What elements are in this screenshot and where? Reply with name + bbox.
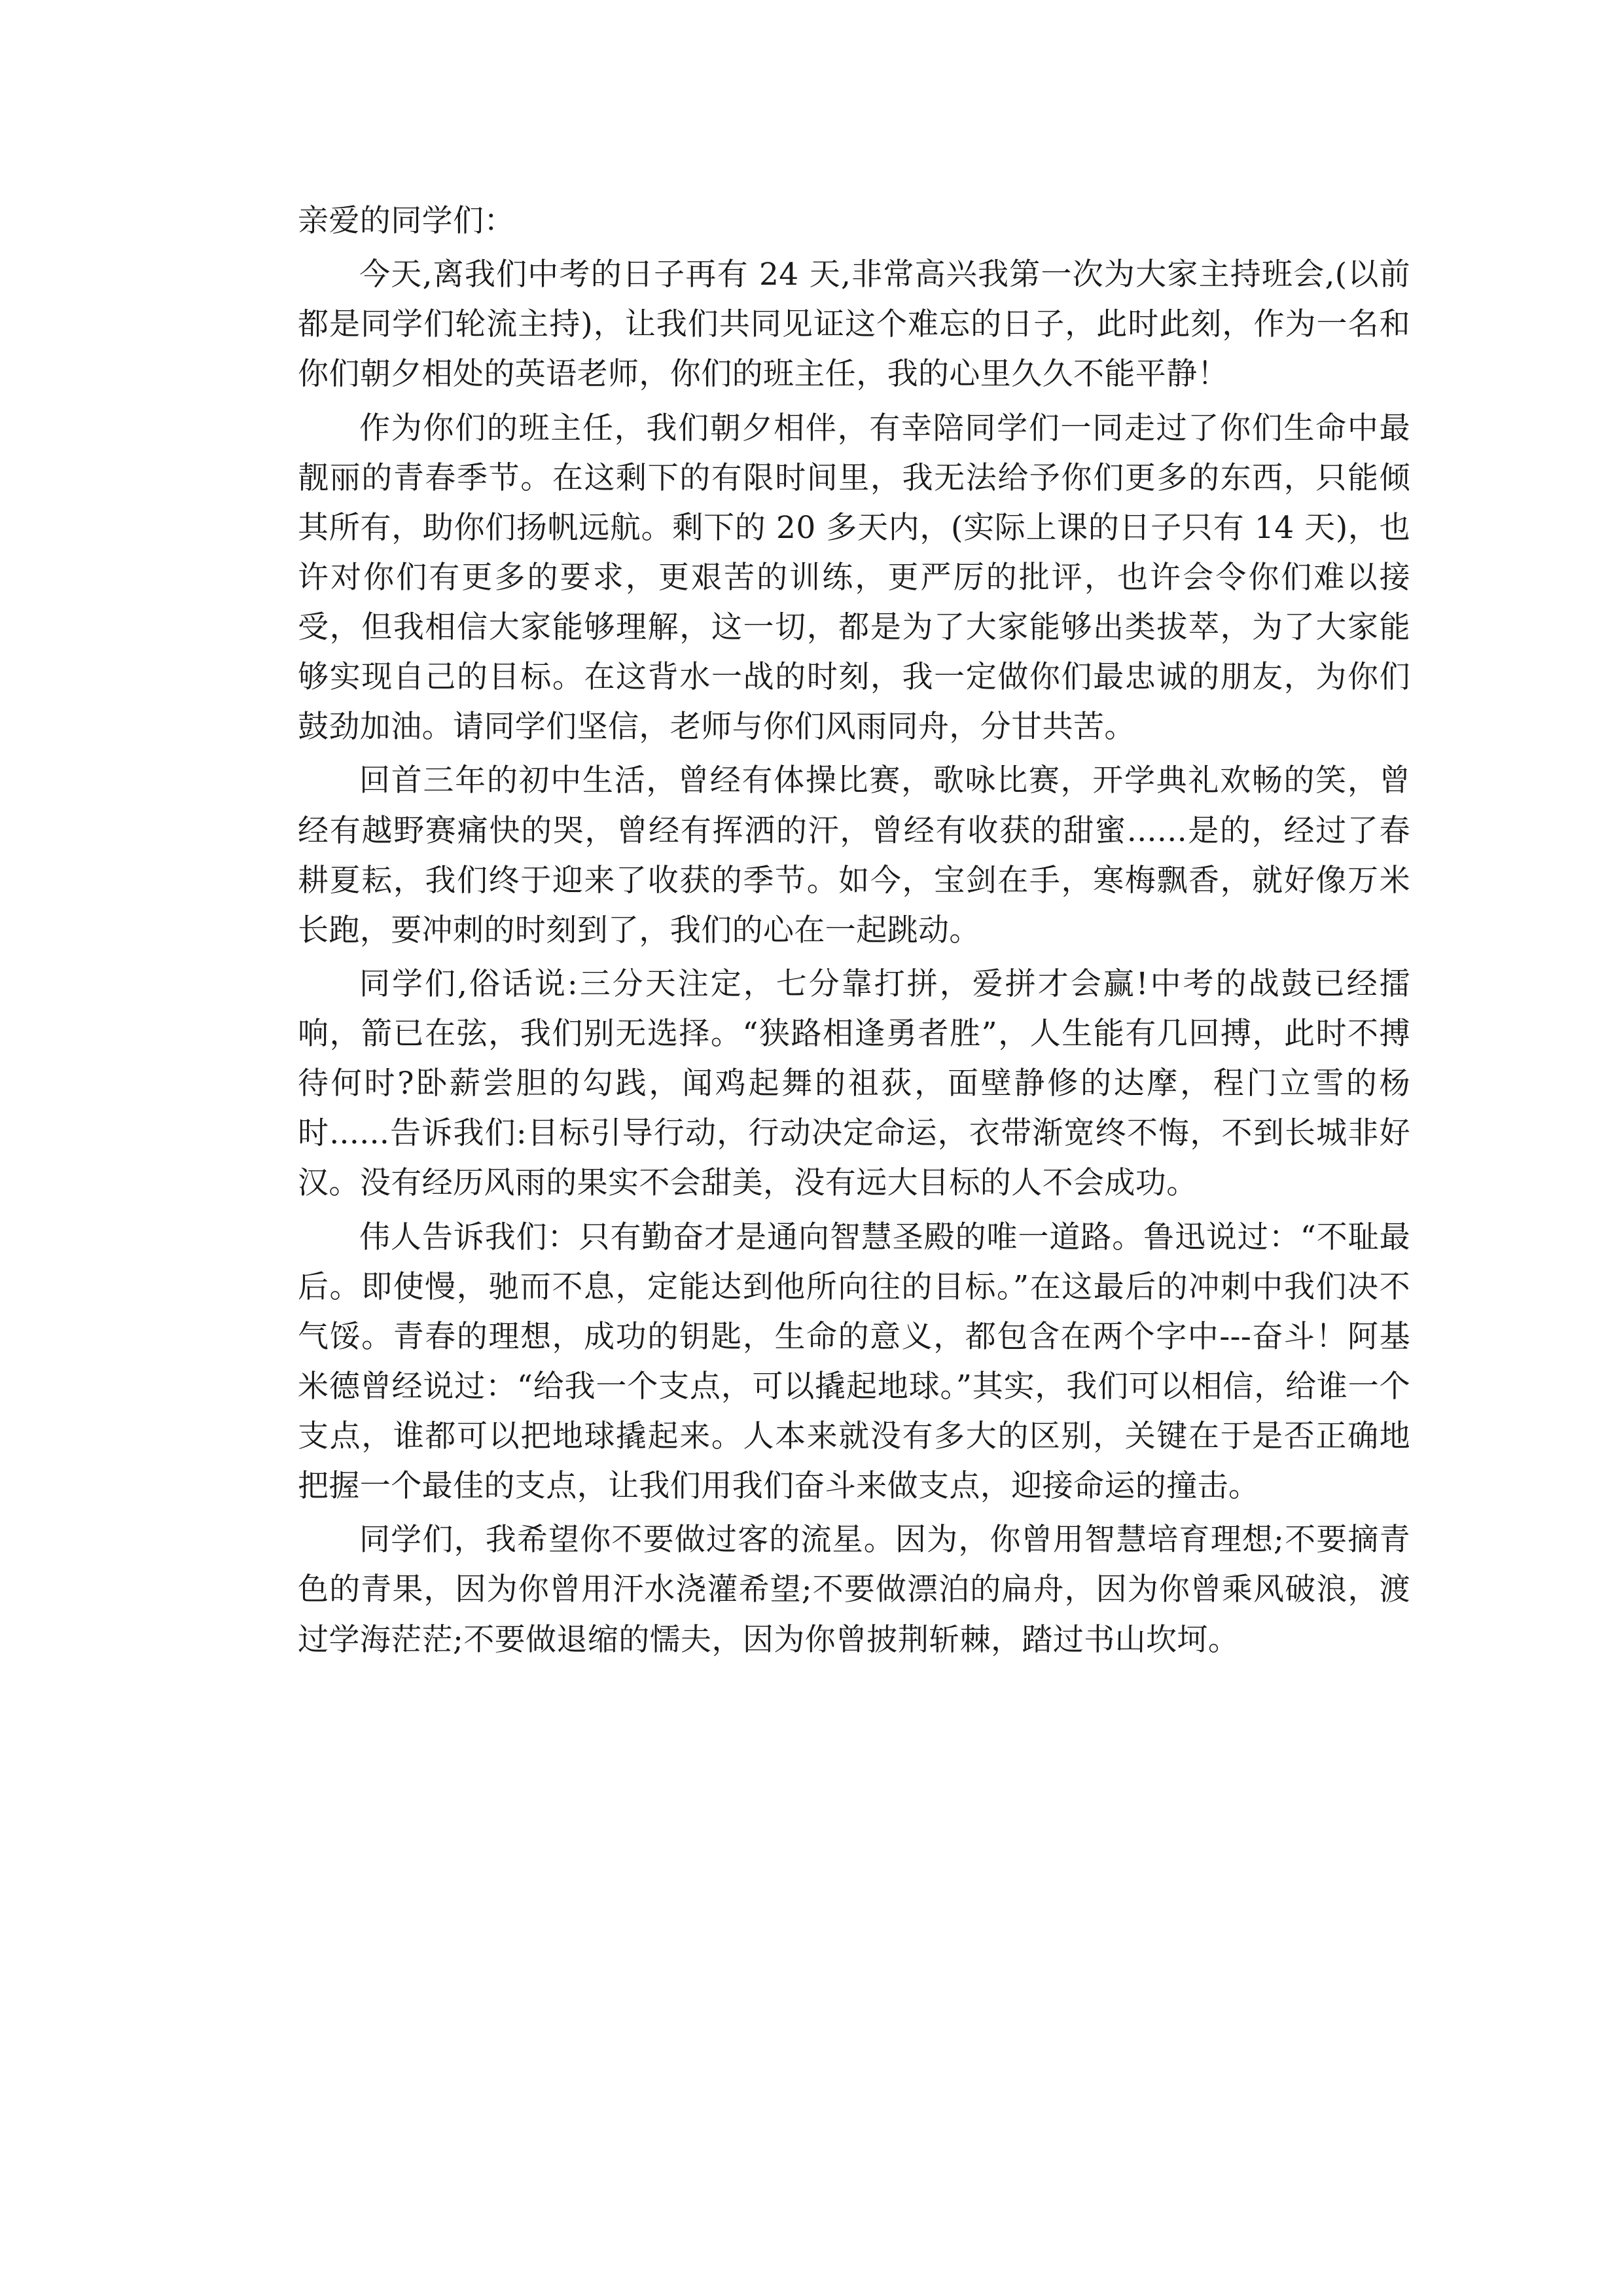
paragraph-3: 回首三年的初中生活，曾经有体操比赛，歌咏比赛，开学典礼欢畅的笑，曾经有越野赛痛快的哭，曾经有挥洒的汗，曾经有收获的甜蜜......是的，经过了春耕夏耘，我们终于迎来了收获的季节。如今，宝剑在手，寒梅飘香，就好像万米长跑，要冲刺的时刻到了，我们的心在一起跳动。 — [298, 762, 1410, 948]
paragraph-4: 同学们,俗话说:三分天注定，七分靠打拼，爱拼才会赢!中考的战鼓已经擂响，箭已在弦，我们别无选择。“狭路相逢勇者胜”，人生能有几回搏，此时不搏待何时?卧薪尝胆的勾践，闻鸡起舞的祖荻，面壁静修的达摩，程门立雪的杨时......告诉我们:目标引导行动，行动决定命运，衣带渐宽终不悔，不到长城非好汉。没有经历风雨的果实不会甜美，没有远大目标的人不会成功。 — [298, 965, 1410, 1202]
paragraph-2: 作为你们的班主任，我们朝夕相伴，有幸陪同学们一同走过了你们生命中最靓丽的青春季节。在这剩下的有限时间里，我无法给予你们更多的东西，只能倾其所有，助你们扬帆远航。剩下的 20 多天内，(实际上课的日子只有 14 天)，也许对你们有更多的要求，更艰苦的训练，更严厉的批评，也许会令你们难以接受，但我相信大家能够理解，这一切，都是为了大家能够出类拔萃，为了大家能够实现自己的目标。在这背水一战的时刻，我一定做你们最忠诚的朋友，为你们鼓劲加油。请同学们坚信，老师与你们风雨同舟，分甘共苦。 — [298, 410, 1410, 745]
paragraph-salutation: 亲爱的同学们： — [298, 203, 515, 239]
paragraph-5: 伟人告诉我们：只有勤奋才是通向智慧圣殿的唯一道路。鲁迅说过：“不耻最后。即使慢，驰而不息，定能达到他所向往的目标。”在这最后的冲刺中我们决不气馁。青春的理想，成功的钥匙，生命的意义，都包含在两个字中---奋斗！阿基米德曾经说过：“给我一个支点，可以撬起地球。”其实，我们可以相信，给谁一个支点，谁都可以把地球撬起来。人本来就没有多大的区别，关键在于是否正确地把握一个最佳的支点，让我们用我们奋斗来做支点，迎接命运的撞击。 — [298, 1219, 1410, 1505]
document-body — [298, 196, 1410, 1665]
paragraph-6: 同学们，我希望你不要做过客的流星。因为，你曾用智慧培育理想;不要摘青色的青果，因为你曾用汗水浇灌希望;不要做漂泊的扁舟，因为你曾乘风破浪，渡过学海茫茫;不要做退缩的懦夫，因为你曾披荆斩棘，踏过书山坎坷。 — [298, 1522, 1410, 1658]
paragraph-1: 今天,离我们中考的日子再有 24 天,非常高兴我第一次为大家主持班会,(以前都是同学们轮流主持)，让我们共同见证这个难忘的日子，此时此刻，作为一名和你们朝夕相处的英语老师，你们的班主任，我的心里久久不能平静！ — [298, 257, 1410, 393]
